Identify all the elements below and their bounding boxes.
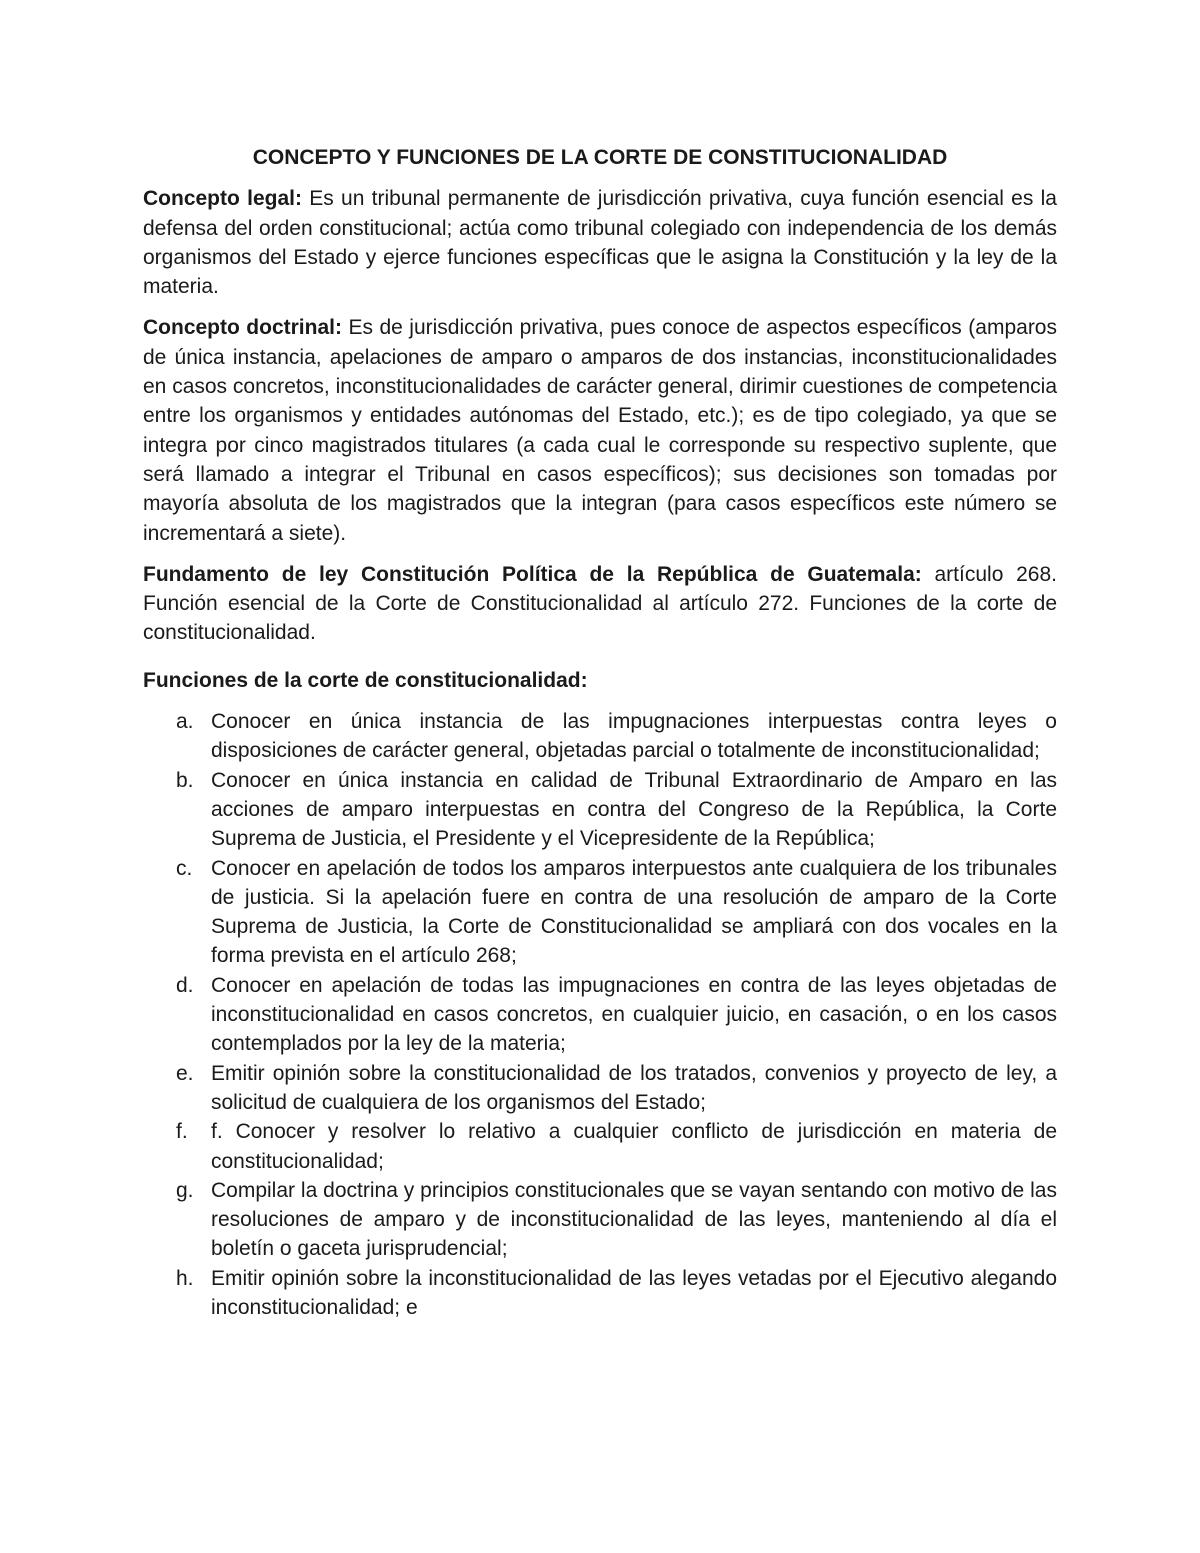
document-body [143,143,1057,1322]
list-item [143,1117,1057,1176]
list-item-text: Conocer en única instancia en calidad de Tribunal Extraordinario de Amparo en las acciones de amparo interpuestas en contra del Congreso de la República, la Corte Suprema de Justicia, el Presidente y el Vicepresidente de la República; [211,768,1057,851]
fundamento-text: artículo 268. Función esencial de la Corte de Constitucionalidad al artículo 272. Funciones de la corte de constitucionalidad. [143,562,1057,645]
list-item-text: f. Conocer y resolver lo relativo a cualquier conflicto de jurisdicción en materia de constitucionalidad; [211,1120,1057,1173]
list-item [143,1264,1057,1323]
list-marker: b. [176,768,194,792]
list-item [143,971,1057,1059]
list-item-text: Conocer en apelación de todas las impugnaciones en contra de las leyes objetadas de inconstitucionalidad en casos concretos, en cualquier juicio, en casación, o en los casos contemplados por la ley de la materia; [211,973,1057,1056]
document-title: CONCEPTO Y FUNCIONES DE LA CORTE DE CONSTITUCIONALIDAD [252,146,948,169]
concepto-legal-label: Concepto legal: [143,187,302,211]
funciones-heading: Funciones de la corte de constitucionalidad: [143,668,588,692]
concepto-legal-text: Es un tribunal permanente de jurisdicción privativa, cuya función esencial es la defensa del orden constitucional; actúa como tribunal colegiado con independencia de los demás organismos del Estado y ejerce funciones específicas que le asigna la Constitución y la ley de la materia. [143,187,1057,299]
list-marker: d. [176,973,194,997]
list-item [143,766,1057,854]
list-item [143,1059,1057,1118]
funciones-list [143,707,1057,1322]
list-item-text: Conocer en única instancia de las impugnaciones interpuestas contra leyes o disposiciones de carácter general, objetadas parcial o totalmente de inconstitucionalidad; [211,710,1057,763]
paragraph-concepto-doctrinal [143,313,1057,547]
concepto-doctrinal-text: Es de jurisdicción privativa, pues conoce de aspectos específicos (amparos de única instancia, apelaciones de amparo o amparos de dos instancias, inconstitucionalidades en casos concretos, inconstitucionalidades de carácter general, dirimir cuestiones de competencia entre los organismos y entidades autónomas del Estado, etc.); es de tipo colegiado, ya que se integra por cinco magistrados titulares (a cada cual le corresponde su respectivo suplente, que será llamado a integrar el Tribunal en casos específicos); sus decisiones son tomadas por mayoría absoluta de los magistrados que la integran (para casos específicos este número se incrementará a siete). [143,316,1057,545]
list-marker: c. [176,856,193,880]
list-marker: a. [176,710,194,734]
list-item [143,854,1057,971]
list-item-text: Emitir opinión sobre la inconstitucionalidad de las leyes vetadas por el Ejecutivo alegando inconstitucionalidad; e [211,1266,1057,1319]
list-item [143,707,1057,766]
list-item [143,1176,1057,1264]
list-marker: h. [176,1266,194,1290]
list-marker: g. [176,1178,194,1202]
concepto-doctrinal-label: Concepto doctrinal: [143,316,342,340]
fundamento-label: Fundamento de ley Constitución Política de la República de Guatemala: [143,562,922,586]
list-item-text: Compilar la doctrina y principios constitucionales que se vayan sentando con motivo de las resoluciones de amparo y de inconstitucionalidad de las leyes, manteniendo al día el boletín o gaceta jurisprudencial; [211,1178,1057,1261]
list-item-text: Conocer en apelación de todos los amparos interpuestos ante cualquiera de los tribunales de justicia. Si la apelación fuere en contra de una resolución de amparo de la Corte Suprema de Justicia, la Corte de Constitucionalidad se ampliará con dos vocales en la forma prevista en el artículo 268; [211,856,1057,968]
paragraph-fundamento [143,560,1057,648]
list-item-text: Emitir opinión sobre la constitucionalidad de los tratados, convenios y proyecto de ley, a solicitud de cualquiera de los organismos del Estado; [211,1061,1057,1114]
paragraph-concepto-legal [143,184,1057,301]
list-marker: e. [176,1061,194,1085]
list-marker: f. [176,1120,188,1144]
